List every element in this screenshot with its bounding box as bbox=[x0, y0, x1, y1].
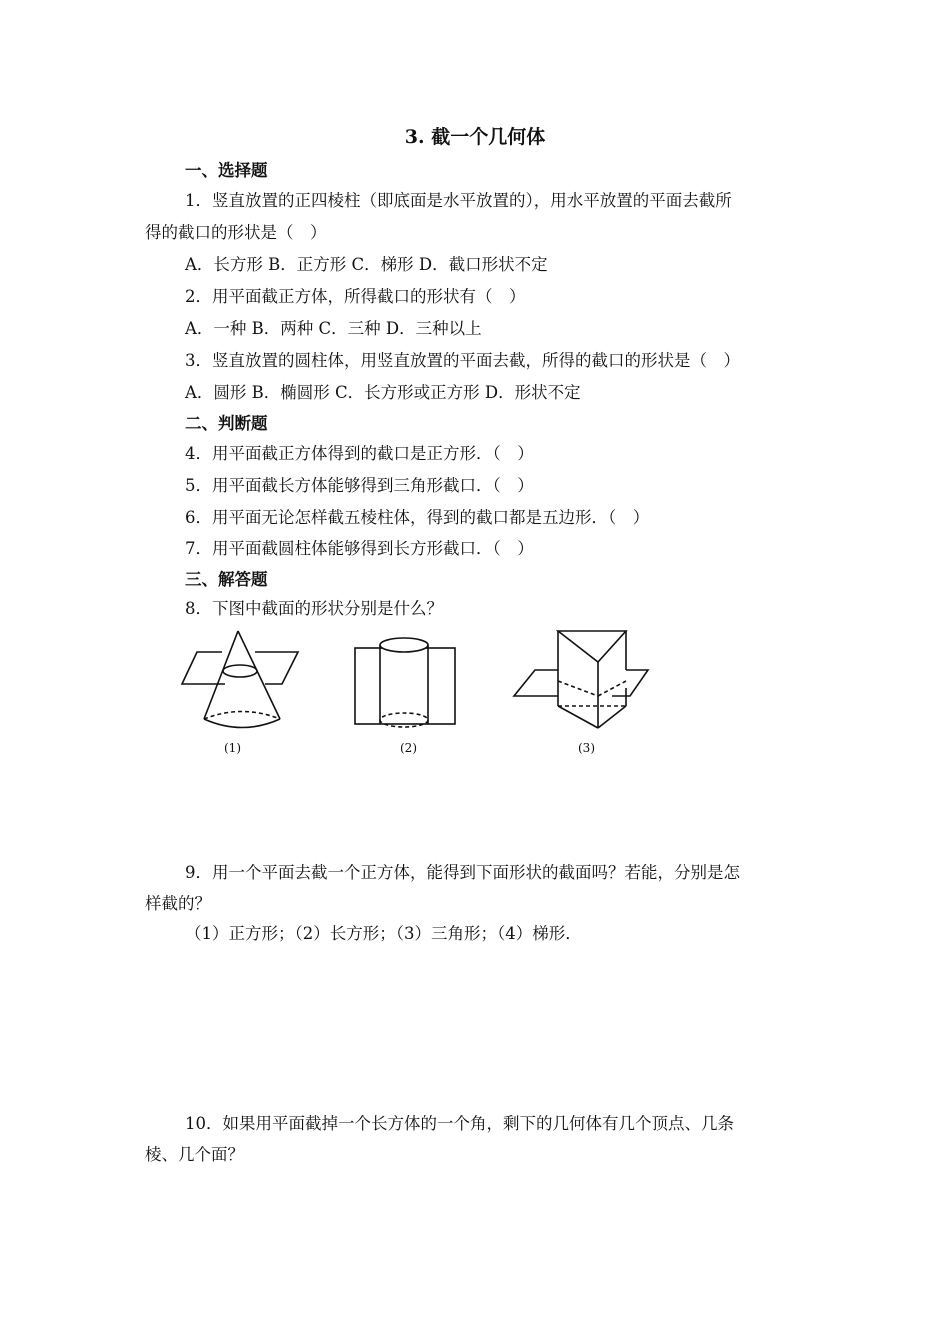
prism-bottom-right bbox=[598, 706, 626, 728]
question-10-line-1: 10．如果用平面截掉一个长方体的一个角，剩下的几何体有几个顶点、几条 bbox=[185, 1114, 734, 1133]
plane-edge-right bbox=[612, 670, 648, 696]
section-heading-judgement: 二、判断题 bbox=[185, 414, 268, 433]
cone-base-front bbox=[204, 719, 280, 728]
question-9-line-2: 样截的？ bbox=[145, 894, 211, 913]
question-8-line-1: 8．下图中截面的形状分别是什么？ bbox=[185, 599, 443, 618]
figure-cylinder-section bbox=[350, 628, 460, 760]
prism-bottom-left bbox=[558, 706, 598, 728]
cone-side-left bbox=[204, 631, 238, 719]
section-heading-answer: 三、解答题 bbox=[185, 570, 268, 589]
question-3-line-1: 3．竖直放置的圆柱体，用竖直放置的平面去截，所得的截口的形状是（ ） bbox=[185, 351, 740, 370]
section-edge-1 bbox=[558, 681, 598, 696]
question-3-options: A．圆形 B．椭圆形 C．长方形或正方形 D．形状不定 bbox=[185, 383, 581, 402]
cylinder-top bbox=[380, 638, 428, 652]
cylinder-base bbox=[380, 713, 428, 727]
section-edge-2 bbox=[598, 681, 626, 696]
question-10-line-2: 棱、几个面？ bbox=[145, 1145, 244, 1164]
question-5: 5．用平面截长方体能够得到三角形截口．（ ） bbox=[185, 476, 534, 495]
question-1-options: A．长方形 B．正方形 C．梯形 D．截口形状不定 bbox=[185, 255, 548, 274]
cone-side-right bbox=[238, 631, 280, 719]
question-7: 7．用平面截圆柱体能够得到长方形截口．（ ） bbox=[185, 539, 534, 558]
question-4: 4．用平面截正方体得到的截口是正方形．（ ） bbox=[185, 444, 534, 463]
figure-label-3: (3) bbox=[578, 741, 595, 755]
figure-label-1: (1) bbox=[224, 741, 241, 755]
section-heading-choice: 一、选择题 bbox=[185, 161, 268, 180]
plane-edge-left bbox=[514, 670, 558, 696]
question-1-line-2: 得的截口的形状是（ ） bbox=[145, 223, 327, 242]
question-6: 6．用平面无论怎样截五棱柱体，得到的截口都是五边形．（ ） bbox=[185, 508, 650, 527]
figure-label-2: (2) bbox=[400, 741, 417, 755]
question-2-options: A．一种 B．两种 C．三种 D．三种以上 bbox=[185, 319, 482, 338]
question-1-line-1: 1．竖直放置的正四棱柱（即底面是水平放置的），用水平放置的平面去截所 bbox=[185, 191, 732, 210]
question-2-line-1: 2．用平面截正方体，所得截口的形状有（ ） bbox=[185, 287, 526, 306]
question-9-line-1: 9．用一个平面去截一个正方体，能得到下面形状的截面吗？若能，分别是怎 bbox=[185, 863, 740, 882]
question-9-line-3: （1）正方形；（2）长方形；（3）三角形；（4）梯形． bbox=[185, 924, 582, 943]
section-ellipse bbox=[223, 665, 257, 677]
figure-cone-section bbox=[178, 628, 308, 760]
page-title: 3. 截一个几何体 bbox=[404, 126, 546, 148]
prism-top bbox=[558, 631, 626, 662]
cone-base-back bbox=[204, 712, 280, 720]
figure-prism-section bbox=[510, 626, 655, 760]
